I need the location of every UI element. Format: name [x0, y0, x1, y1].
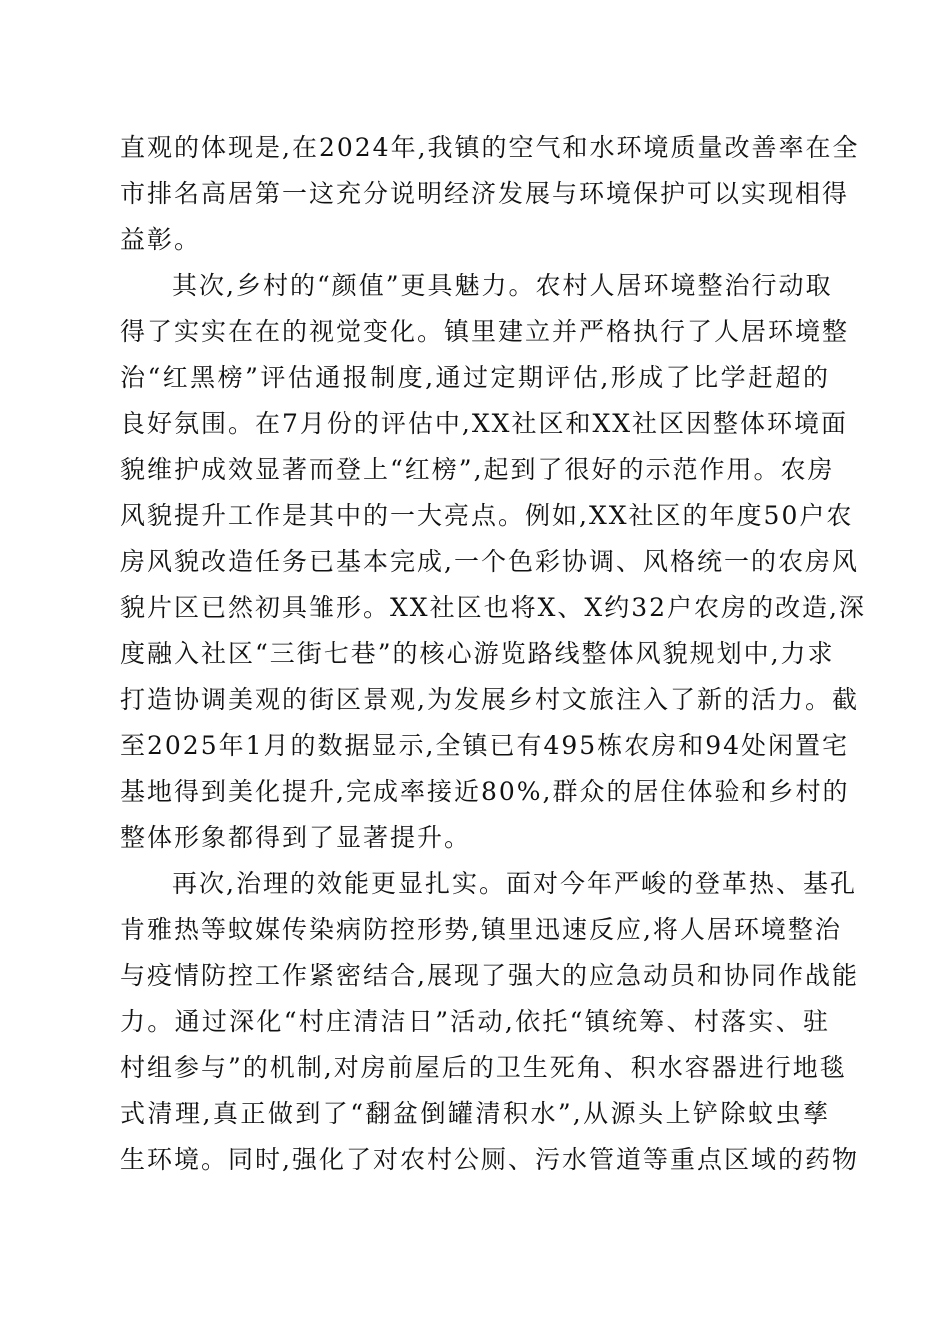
- text-line: 房风貌改造任务已基本完成,一个色彩协调、风格统一的农房风: [120, 547, 859, 576]
- text-line: 基地得到美化提升,完成率接近80%,群众的居住体验和乡村的: [120, 777, 850, 806]
- paragraph: [120, 125, 860, 263]
- paragraph: [120, 263, 866, 861]
- text-line: 力。通过深化“村庄清洁日”活动,依托“镇统筹、村落实、驻: [120, 1007, 830, 1036]
- text-line: 得了实实在在的视觉变化。镇里建立并严格执行了人居环境整: [120, 317, 850, 346]
- paragraph: [120, 861, 859, 1183]
- text-line: 市排名高居第一这充分说明经济发展与环境保护可以实现相得: [120, 179, 850, 208]
- text-line: 再次,治理的效能更显扎实。面对今年严峻的登革热、基孔: [172, 869, 857, 898]
- text-line: 与疫情防控工作紧密结合,展现了强大的应急动员和协同作战能: [120, 961, 859, 990]
- text-line: 直观的体现是,在2024年,我镇的空气和水环境质量改善率在全: [120, 133, 860, 162]
- text-line: 风貌提升工作是其中的一大亮点。例如,XX社区的年度50户农: [120, 501, 854, 530]
- text-line: 打造协调美观的街区景观,为发展乡村文旅注入了新的活力。截: [120, 685, 859, 714]
- text-line: 式清理,真正做到了“翻盆倒罐清积水”,从源头上铲除蚊虫孳: [120, 1099, 830, 1128]
- text-line: 村组参与”的机制,对房前屋后的卫生死角、积水容器进行地毯: [120, 1053, 847, 1082]
- document-body: [120, 125, 866, 1183]
- text-line: 其次,乡村的“颜值”更具魅力。农村人居环境整治行动取: [172, 271, 833, 300]
- text-line: 貌片区已然初具雏形。XX社区也将X、X约32户农房的改造,深: [120, 593, 866, 622]
- text-line: 至2025年1月的数据显示,全镇已有495栋农房和94处闲置宅: [120, 731, 850, 760]
- text-line: 肯雅热等蚊媒传染病防控形势,镇里迅速反应,将人居环境整治: [120, 915, 842, 944]
- text-line: 良好氛围。在7月份的评估中,XX社区和XX社区因整体环境面: [120, 409, 849, 438]
- text-line: 益彰。: [120, 225, 202, 254]
- text-line: 治“红黑榜”评估通报制度,通过定期评估,形成了比学赶超的: [120, 363, 830, 392]
- text-line: 整体形象都得到了显著提升。: [120, 823, 472, 852]
- text-line: 生环境。同时,强化了对农村公厕、污水管道等重点区域的药物: [120, 1145, 859, 1174]
- text-line: 貌维护成效显著而登上“红榜”,起到了很好的示范作用。农房: [120, 455, 835, 484]
- text-line: 度融入社区“三街七巷”的核心游览路线整体风貌规划中,力求: [120, 639, 835, 668]
